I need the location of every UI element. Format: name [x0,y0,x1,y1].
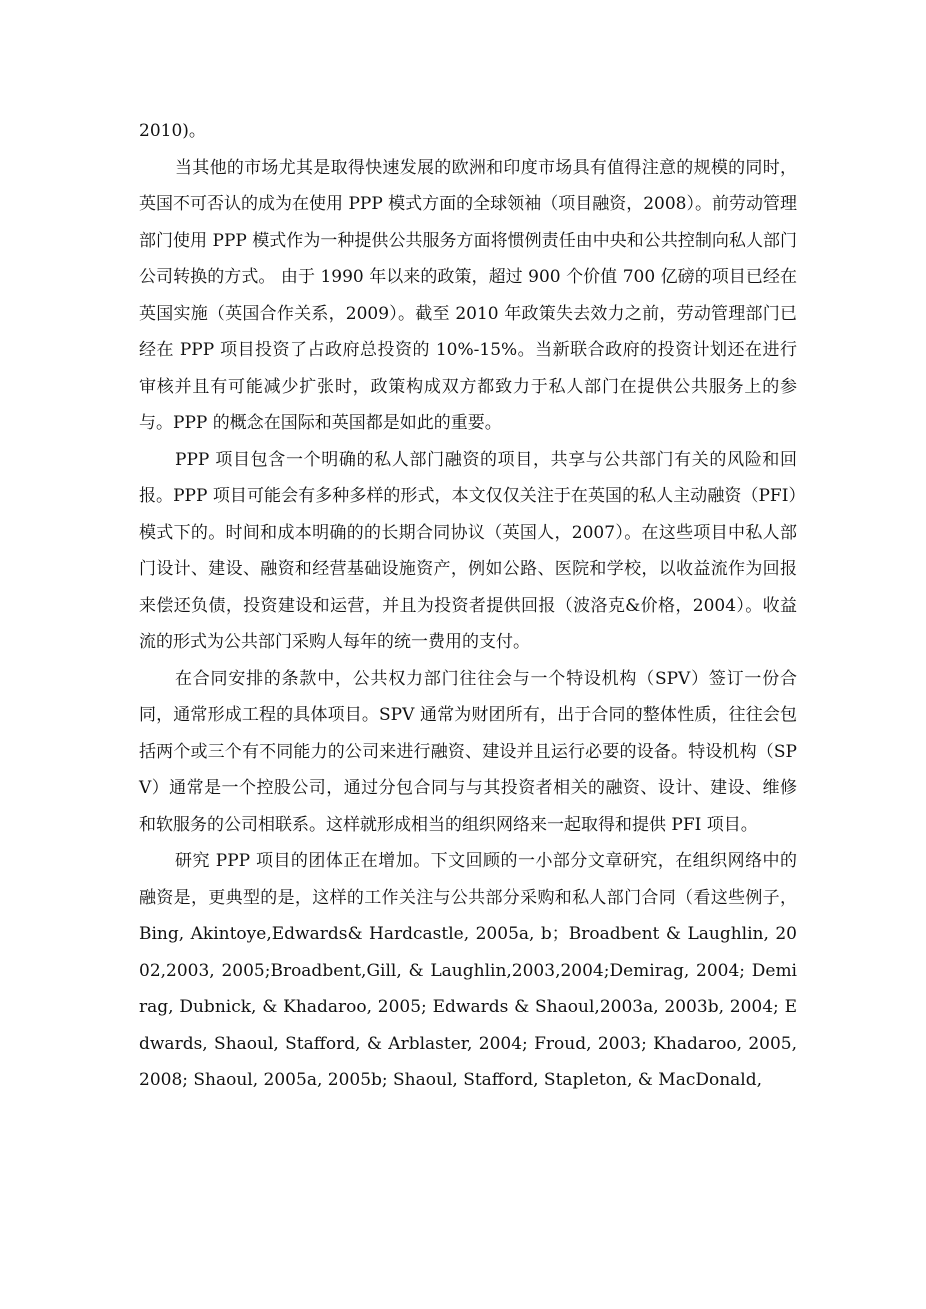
paragraph-3: PPP 项目包含一个明确的私人部门融资的项目，共享与公共部门有关的风险和回报。PPP 项目可能会有多种多样的形式，本文仅仅关注于在英国的私人主动融资（PFI）模式下的。时间和成本明确的的长期合同协议（英国人，2007）。在这些项目中私人部门设计、建设、融资和经营基础设施资产，例如公路、医院和学校，以收益流作为回报来偿还负债，投资建设和运营，并且为投资者提供回报（波洛克&价格，2004）。收益流的形式为公共部门采购人每年的统一费用的支付。 [139,449,797,652]
paragraph-4: 在合同安排的条款中，公共权力部门往往会与一个特设机构（SPV）签订一份合同，通常形成工程的具体项目。SPV 通常为财团所有，出于合同的整体性质，往往会包括两个或三个有不同能力的公司来进行融资、建设并且运行必要的设备。特设机构（SPV）通常是一个控股公司，通过分包合同与与其投资者相关的融资、设计、建设、维修和软服务的公司相联系。这样就形成相当的组织网络来一起取得和提供 PFI 项目。 [139,668,797,835]
paragraph-2: 当其他的市场尤其是取得快速发展的欧洲和印度市场具有值得注意的规模的同时，英国不可否认的成为在使用 PPP 模式方面的全球领袖（项目融资，2008）。前劳动管理部门使用 PPP 模式作为一种提供公共服务方面将惯例责任由中央和公共控制向私人部门公司转换的方式。 由于 1990 年以来的政策，超过 900 个价值 700 亿磅的项目已经在英国实施（英国合作关系，2009）。截至 2010 年政策失去效力之前，劳动管理部门已经在 PPP 项目投资了占政府总投资的 10%-15%。当新联合政府的投资计划还在进行审核并且有可能减少扩张时，政策构成双方都致力于私人部门在提供公共服务上的参与。PPP 的概念在国际和英国都是如此的重要。 [139,157,797,433]
paragraph-1: 2010)。 [139,121,206,141]
document-page [139,113,797,1099]
paragraph-5: 研究 PPP 项目的团体正在增加。下文回顾的一小部分文章研究，在组织网络中的融资是，更典型的是，这样的工作关注与公共部分采购和私人部门合同（看这些例子，Bing, Akintoye,Edwards& Hardcastle, 2005a, b；Broadbent & Laughlin, 2002,2003, 2005;Broadbent,Gill, & Laughlin,2003,2004;Demirag, 2004; Demirag, Dubnick, & Khadaroo, 2005; Edwards & Shaoul,2003a, 2003b, 2004; Edwards, Shaoul, Stafford, & Arblaster, 2004; Froud, 2003; Khadaroo, 2005, 2008; Shaoul, 2005a, 2005b; Shaoul, Stafford, Stapleton, & MacDonald, [139,851,797,1090]
